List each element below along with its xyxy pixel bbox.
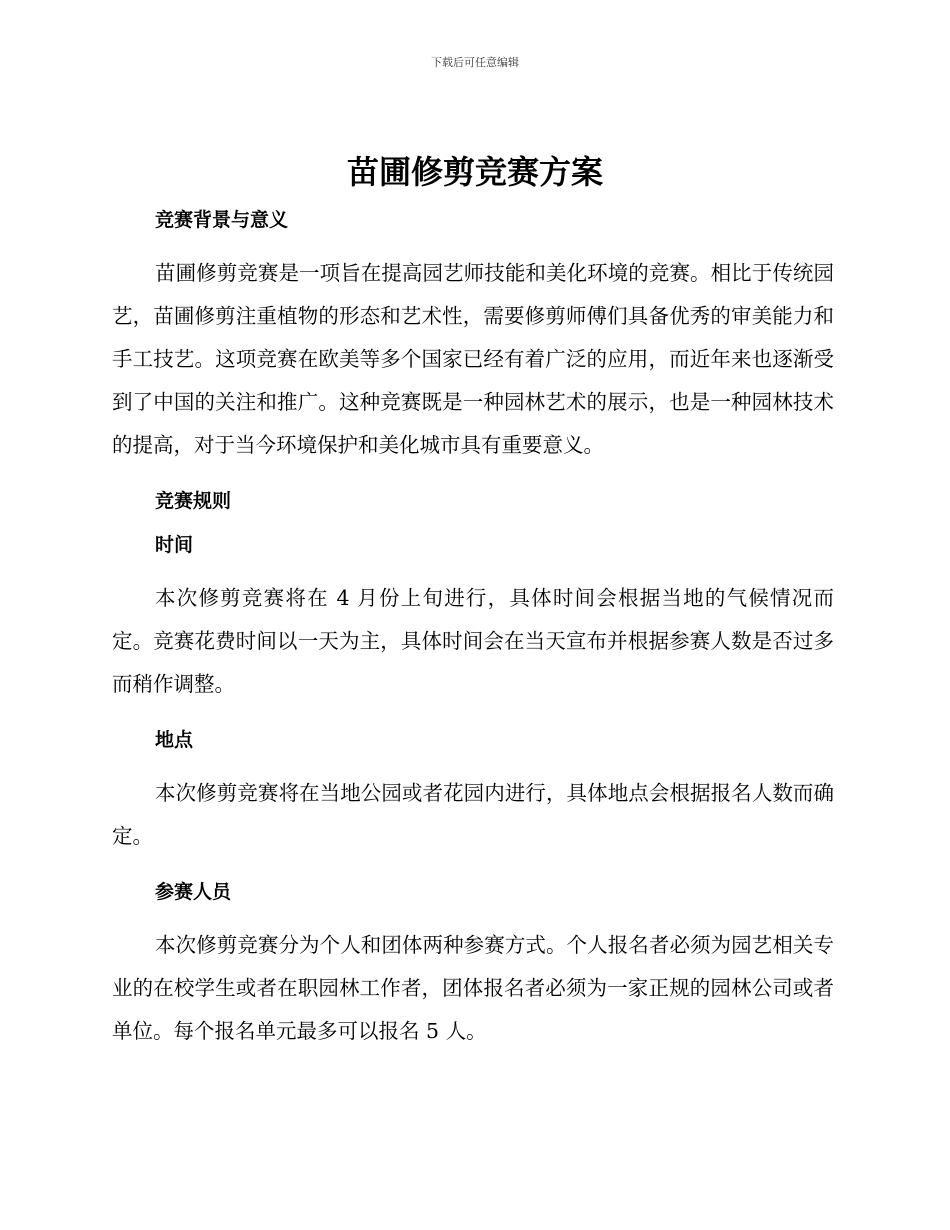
- section-heading-background: 竞赛背景与意义: [155, 209, 289, 231]
- document-body: [112, 202, 834, 1053]
- page-title: 苗圃修剪竞赛方案: [346, 153, 603, 191]
- header-note: 下载后可任意编辑: [431, 56, 519, 69]
- paragraph-participants: 本次修剪竞赛分为个人和团体两种参赛方式。个人报名者必须为园艺相关专业的在校学生或者在职园林工作者，团体报名者必须为一家正规的园林公司或者单位。每个报名单元最多可以报名 5 人。: [112, 933, 834, 1043]
- section-heading-participants: 参赛人员: [155, 881, 232, 903]
- paragraph-location: 本次修剪竞赛将在当地公园或者花园内进行，具体地点会根据报名人数而确定。: [112, 781, 834, 848]
- section-heading-rules: 竞赛规则: [155, 490, 232, 512]
- section-heading-time: 时间: [155, 534, 194, 556]
- paragraph-time: 本次修剪竞赛将在 4 月份上旬进行，具体时间会根据当地的气候情况而定。竞赛花费时间以一天为主，具体时间会在当天宣布并根据参赛人数是否过多而稍作调整。: [112, 586, 834, 696]
- paragraph-background: 苗圃修剪竞赛是一项旨在提高园艺师技能和美化环境的竞赛。相比于传统园艺，苗圃修剪注重植物的形态和艺术性，需要修剪师傅们具备优秀的审美能力和手工技艺。这项竞赛在欧美等多个国家已经有着广泛的应用，而近年来也逐渐受到了中国的关注和推广。这种竞赛既是一种园林艺术的展示，也是一种园林技术的提高，对于当今环境保护和美化城市具有重要意义。: [112, 261, 834, 457]
- section-heading-location: 地点: [155, 729, 194, 751]
